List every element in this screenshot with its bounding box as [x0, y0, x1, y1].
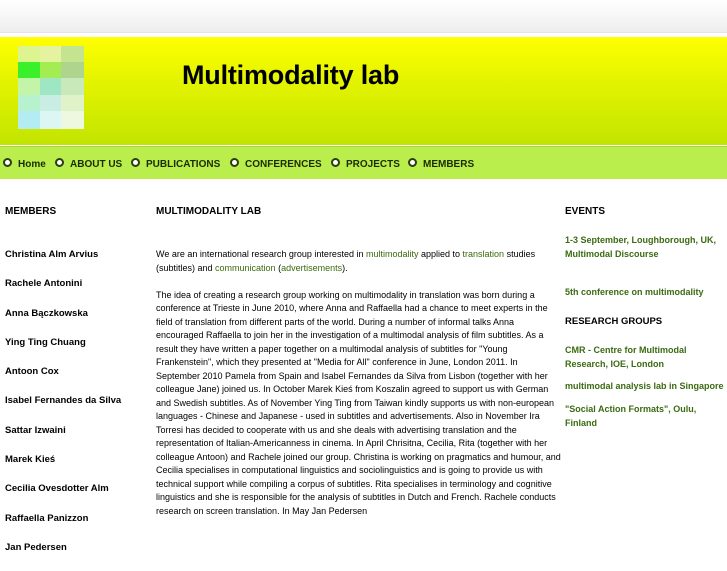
- event-link[interactable]: 1-3 September, Loughborough, UK, Multimodal Discourse: [565, 235, 717, 259]
- communication-link[interactable]: communication: [215, 262, 276, 273]
- member-link[interactable]: Christina Alm Arvius: [5, 249, 99, 260]
- members-heading: MEMBERS: [5, 206, 57, 217]
- nav-link-about-us[interactable]: ABOUT US: [70, 159, 123, 170]
- top-strip: [0, 0, 727, 33]
- member-link[interactable]: Jan Pedersen: [5, 541, 67, 553]
- nav-item-projects[interactable]: [331, 158, 400, 170]
- site-title: Multimodality lab: [182, 60, 400, 90]
- bullet-icon: [55, 158, 64, 167]
- member-link[interactable]: Raffaella Panizzon: [5, 512, 89, 524]
- research-group-link[interactable]: "Social Action Formats", Oulu, Finland: [565, 404, 697, 428]
- intro-text: ).: [342, 262, 348, 273]
- intro-text: studies (subtitles) and: [156, 249, 536, 273]
- nav-item-home[interactable]: [3, 158, 46, 170]
- events-sidebar: [565, 233, 727, 430]
- member-link[interactable]: Marek Kieś: [5, 454, 56, 466]
- history-paragraph: The idea of creating a research group working on multimodality in translation was born during a conference at Trieste in June 2010, where Anna and Raffaella had a chance to meet experts in the field of translation from different parts of the world. During a number of informal talks Anna encouraged Raffaella to join her in the investigation of a multimodal analysis of film subtitles. As a result they have written a paper together on a multimodal analysis of subtitles for "Young Frankenstein", which they presented at "Media for All" conference in June, London 2011. In September 2010 Pamela from Spain and Isabel Fernandes da Silva from Lisbon (together with her colleague Jane) joined us. In October Marek Kieś from Koszalin agreed to support us with German and Swedish subtitles. As of November Ying Ting from Taiwan kindly supports us with non-european languages - Chinese and Japanese - used in subtitles and advertisements. Also in November Ira Torresi has decided to cooperate with us and she deals with advertising translation and the representation of Italian-Americanness in cinema. In April Chrisitna, Cecilia, Rita (together with her colleague Antoon) and Rachele joined our group. Christina is working on pragmatics and humour, and Cecilia specialises in computational linguistics and sociolinguistics and is going to provide us with technical support while compiling a corpus of subtitles. Rita specialises in terminology and cognitive linguistics and she is responsible for the analysis of subtitles in Dutch and French. Rachele conducts research on screen translation. In May Jan Pedersen: [156, 289, 561, 516]
- nav-link-home[interactable]: Home: [18, 159, 46, 170]
- members-list: [5, 249, 121, 571]
- nav-link-publications[interactable]: PUBLICATIONS: [146, 159, 221, 170]
- member-link[interactable]: Ying Ting Chuang: [5, 336, 86, 348]
- main-content: [156, 248, 564, 518]
- nav-link-projects[interactable]: PROJECTS: [346, 159, 400, 170]
- event-link[interactable]: 5th conference on multimodality: [565, 287, 704, 297]
- member-link[interactable]: Cecilia Ovesdotter Alm: [5, 483, 109, 495]
- member-link[interactable]: Isabel Fernandes da Silva: [5, 395, 122, 407]
- research-group-link[interactable]: multimodal analysis lab in Singapore: [565, 381, 724, 391]
- advertisements-link[interactable]: advertisements: [281, 262, 343, 273]
- main-heading: MULTIMODALITY LAB: [156, 206, 262, 217]
- nav-item-members[interactable]: [408, 158, 474, 170]
- member-link[interactable]: Rachele Antonini: [5, 278, 83, 290]
- nav-item-publications[interactable]: [131, 158, 220, 170]
- research-group-link[interactable]: CMR - Centre for Multimodal Research, IOE, London: [565, 345, 687, 369]
- bullet-icon: [408, 158, 417, 167]
- site-logo: [18, 46, 84, 129]
- events-heading: EVENTS: [565, 206, 606, 217]
- member-link[interactable]: Anna Bączkowska: [5, 307, 88, 319]
- intro-paragraph: [156, 248, 564, 275]
- bullet-icon: [3, 158, 12, 167]
- member-link[interactable]: Sattar Izwaini: [5, 424, 66, 436]
- nav-item-conferences[interactable]: [230, 158, 322, 170]
- intro-text: applied to: [418, 249, 463, 259]
- research-groups-heading: RESEARCH GROUPS: [565, 316, 663, 327]
- multimodality-link[interactable]: multimodality: [365, 249, 419, 259]
- site-header: [0, 37, 727, 145]
- nav-link-members[interactable]: MEMBERS: [423, 159, 475, 170]
- main-navigation: [0, 146, 727, 179]
- bullet-icon: [331, 158, 340, 167]
- intro-text: We are an international research group interested in: [156, 249, 366, 259]
- bullet-icon: [131, 158, 140, 167]
- nav-link-conferences[interactable]: CONFERENCES: [245, 159, 322, 170]
- bullet-icon: [230, 158, 239, 167]
- intro-text: (: [275, 262, 282, 273]
- nav-item-about-us[interactable]: [55, 158, 122, 170]
- translation-link[interactable]: translation: [462, 249, 505, 259]
- member-link[interactable]: Antoon Cox: [5, 366, 59, 378]
